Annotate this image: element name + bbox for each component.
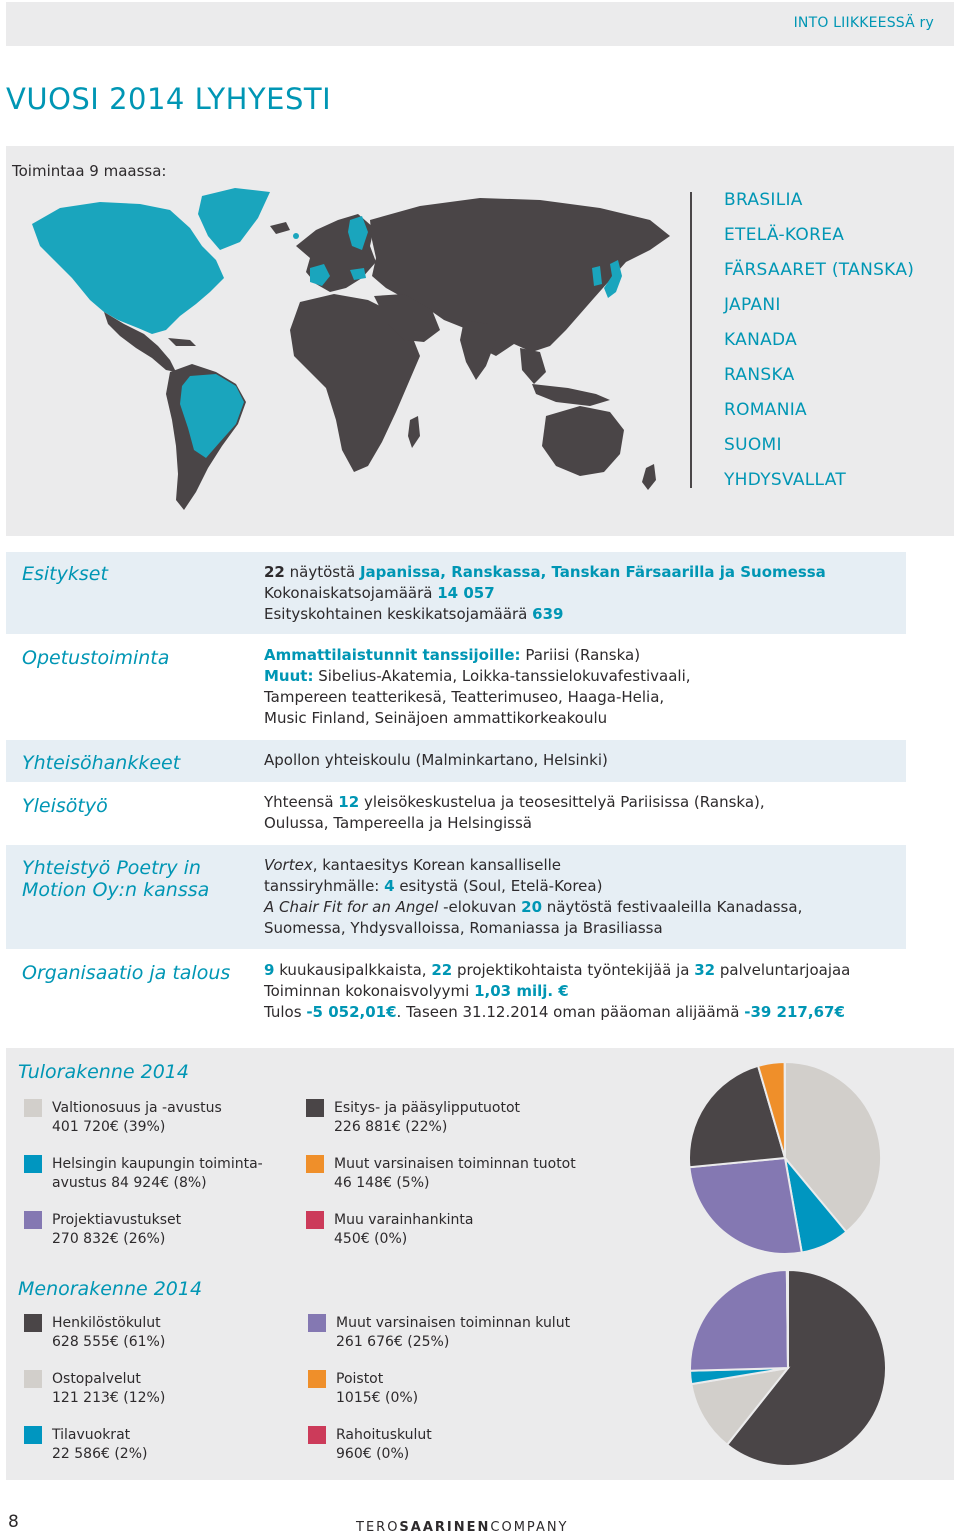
- detail-text: Apollon yhteiskoulu (Malminkartano, Helsinki): [264, 751, 608, 769]
- detail-text: Pariisi (Ranska): [520, 646, 641, 664]
- pie-slice: [690, 1270, 788, 1371]
- detail-line: [264, 583, 826, 604]
- detail-text: -5 052,01€: [306, 1003, 397, 1021]
- detail-text: kuukausipalkkaista,: [274, 961, 432, 979]
- map-indonesia: [532, 384, 610, 406]
- header-bar: [6, 2, 954, 46]
- country-item: BRASILIA: [724, 190, 803, 210]
- legend-swatch: [24, 1314, 42, 1332]
- map-intro: Toimintaa 9 maassa:: [12, 162, 167, 180]
- legend-label: Helsingin kaupungin toiminta- avustus 84 924€ (8%): [52, 1156, 263, 1191]
- detail-line: [264, 813, 765, 834]
- page-number: 8: [8, 1512, 19, 1532]
- detail-text: 12: [338, 793, 360, 811]
- detail-line: [264, 708, 691, 729]
- map-caribbean: [168, 338, 196, 346]
- legend-swatch: [308, 1370, 326, 1388]
- map-divider: [690, 192, 692, 488]
- legend-label: Esitys- ja pääsylipputuotot 226 881€ (22%): [334, 1100, 521, 1135]
- income-pie-chart: [682, 1058, 888, 1258]
- detail-text: yleisökeskustelua ja teosesittelyä Pariisissa (Ranska),: [359, 793, 765, 811]
- country-item: RANSKA: [724, 365, 795, 385]
- pie-slice: [689, 1158, 801, 1254]
- legend-label: Henkilöstökulut 628 555€ (61%): [52, 1315, 166, 1350]
- logo-part: COMPANY: [490, 1520, 569, 1535]
- detail-text: tanssiryhmälle:: [264, 877, 385, 895]
- logo-part: TERO: [356, 1520, 400, 1535]
- detail-text: Japanissa, Ranskassa, Tanskan Färsaarilla ja Suomessa: [359, 563, 826, 581]
- pie-slice: [787, 1270, 788, 1368]
- header-label: INTO LIIKKEESSÄ ry: [793, 15, 934, 31]
- detail-line: [264, 960, 850, 981]
- detail-text: projektikohtaista työntekijää ja: [452, 961, 695, 979]
- category-opetustoiminta: Opetustoiminta: [22, 647, 170, 669]
- detail-text: 4: [384, 877, 395, 895]
- detail-text: 9: [264, 961, 275, 979]
- country-item: ETELÄ-KOREA: [724, 225, 845, 245]
- detail-text: Toiminnan kokonaisvolyymi: [264, 982, 475, 1000]
- world-map: [20, 180, 680, 525]
- detail-text: 20: [521, 898, 543, 916]
- company-logo: [356, 1520, 569, 1535]
- detail-text: esitystä (Soul, Etelä-Korea): [394, 877, 603, 895]
- category-yhteistyo: Yhteistyö Poetry in Motion Oy:n kanssa: [22, 857, 210, 901]
- legend-swatch: [308, 1314, 326, 1332]
- detail-line: [264, 918, 802, 939]
- detail-organisaatio: [264, 960, 850, 1023]
- detail-text: näytöstä festivaaleilla Kanadassa,: [542, 898, 803, 916]
- map-north-america: [32, 202, 224, 334]
- detail-text: Yhteensä: [264, 793, 339, 811]
- detail-text: . Taseen 31.12.2014 oman pääoman alijäämä: [396, 1003, 745, 1021]
- category-organisaatio: Organisaatio ja talous: [22, 962, 231, 984]
- country-item: YHDYSVALLAT: [724, 470, 847, 490]
- legend-swatch: [24, 1426, 42, 1444]
- legend-swatch: [308, 1426, 326, 1444]
- detail-text: 22: [431, 961, 453, 979]
- detail-yleisotyo: [264, 792, 765, 834]
- detail-text: -39 217,67€: [744, 1003, 845, 1021]
- detail-line: [264, 855, 802, 876]
- legend-label: Valtionosuus ja -avustus 401 720€ (39%): [52, 1100, 222, 1135]
- detail-text: Sibelius-Akatemia, Loikka-tanssielokuvafestivaali,: [313, 667, 691, 685]
- map-madagascar: [408, 416, 420, 448]
- detail-text: näytöstä: [284, 563, 360, 581]
- detail-text: , kantaesitys Korean kansalliselle: [312, 856, 562, 874]
- detail-text: 32: [694, 961, 716, 979]
- detail-text: Oulussa, Tampereella ja Helsingissä: [264, 814, 532, 832]
- income-title: Tulorakenne 2014: [18, 1061, 189, 1083]
- detail-esitykset: [264, 562, 826, 625]
- page-title: VUOSI 2014 LYHYESTI: [6, 82, 332, 116]
- map-new-zealand: [642, 464, 656, 490]
- detail-text: palveluntarjoajaa: [715, 961, 851, 979]
- detail-line: [264, 645, 691, 666]
- detail-text: Music Finland, Seinäjoen ammattikorkeakoulu: [264, 709, 608, 727]
- map-se-asia: [520, 348, 546, 384]
- legend-label: Muu varainhankinta 450€ (0%): [334, 1212, 474, 1247]
- detail-line: [264, 897, 802, 918]
- detail-line: [264, 666, 691, 687]
- detail-text: -elokuvan: [438, 898, 522, 916]
- map-faroe: [293, 233, 299, 239]
- detail-text: Esityskohtainen keskikatsojamäärä: [264, 605, 533, 623]
- category-esitykset: Esitykset: [22, 563, 108, 585]
- map-greenland: [198, 188, 270, 250]
- legend-label: Poistot 1015€ (0%): [336, 1371, 419, 1406]
- detail-yhteistyo: [264, 855, 802, 939]
- detail-line: [264, 750, 608, 771]
- legend-label: Tilavuokrat 22 586€ (2%): [52, 1427, 148, 1462]
- legend-label: Muut varsinaisen toiminnan tuotot 46 148€ (5%): [334, 1156, 576, 1191]
- legend-label: Projektiavustukset 270 832€ (26%): [52, 1212, 182, 1247]
- country-item: ROMANIA: [724, 400, 807, 420]
- legend-label: Muut varsinaisen toiminnan kulut 261 676€ (25%): [336, 1315, 571, 1350]
- detail-line: [264, 876, 802, 897]
- detail-text: Suomessa, Yhdysvalloissa, Romaniassa ja Brasiliassa: [264, 919, 663, 937]
- logo-part: SAARINEN: [399, 1520, 491, 1535]
- category-yleisotyo: Yleisötyö: [22, 795, 108, 817]
- legend-swatch: [306, 1211, 324, 1229]
- legend-swatch: [306, 1099, 324, 1117]
- country-item: JAPANI: [724, 295, 781, 315]
- detail-line: [264, 1002, 850, 1023]
- legend-swatch: [306, 1155, 324, 1173]
- detail-text: Muut:: [264, 667, 314, 685]
- detail-text: Vortex: [264, 856, 313, 874]
- legend-label: Ostopalvelut 121 213€ (12%): [52, 1371, 166, 1406]
- legend-swatch: [24, 1370, 42, 1388]
- detail-text: 639: [532, 605, 564, 623]
- detail-line: [264, 792, 765, 813]
- detail-text: Ammattilaistunnit tanssijoille:: [264, 646, 521, 664]
- detail-line: [264, 981, 850, 1002]
- map-iceland: [270, 222, 290, 234]
- detail-text: Tampereen teatterikesä, Teatterimuseo, Haaga-Helia,: [264, 688, 665, 706]
- detail-line: [264, 687, 691, 708]
- map-australia: [542, 406, 624, 476]
- legend-label: Rahoituskulut 960€ (0%): [336, 1427, 432, 1462]
- legend-swatch: [24, 1155, 42, 1173]
- detail-text: 22: [264, 563, 285, 581]
- country-item: KANADA: [724, 330, 798, 350]
- detail-text: 14 057: [437, 584, 495, 602]
- category-yhteisohankkeet: Yhteisöhankkeet: [22, 752, 181, 774]
- legend-swatch: [24, 1099, 42, 1117]
- detail-text: Kokonaiskatsojamäärä: [264, 584, 438, 602]
- country-item: FÄRSAARET (TANSKA): [724, 260, 915, 280]
- detail-line: [264, 562, 826, 583]
- detail-text: Tulos: [264, 1003, 307, 1021]
- detail-yhteisohankkeet: [264, 750, 608, 771]
- expense-pie-chart: [686, 1266, 890, 1470]
- expense-title: Menorakenne 2014: [18, 1278, 203, 1300]
- detail-opetustoiminta: [264, 645, 691, 729]
- legend-swatch: [24, 1211, 42, 1229]
- detail-text: 1,03 milj. €: [474, 982, 569, 1000]
- detail-line: [264, 604, 826, 625]
- country-item: SUOMI: [724, 435, 782, 455]
- country-list: [724, 188, 914, 503]
- detail-text: A Chair Fit for an Angel: [264, 898, 439, 916]
